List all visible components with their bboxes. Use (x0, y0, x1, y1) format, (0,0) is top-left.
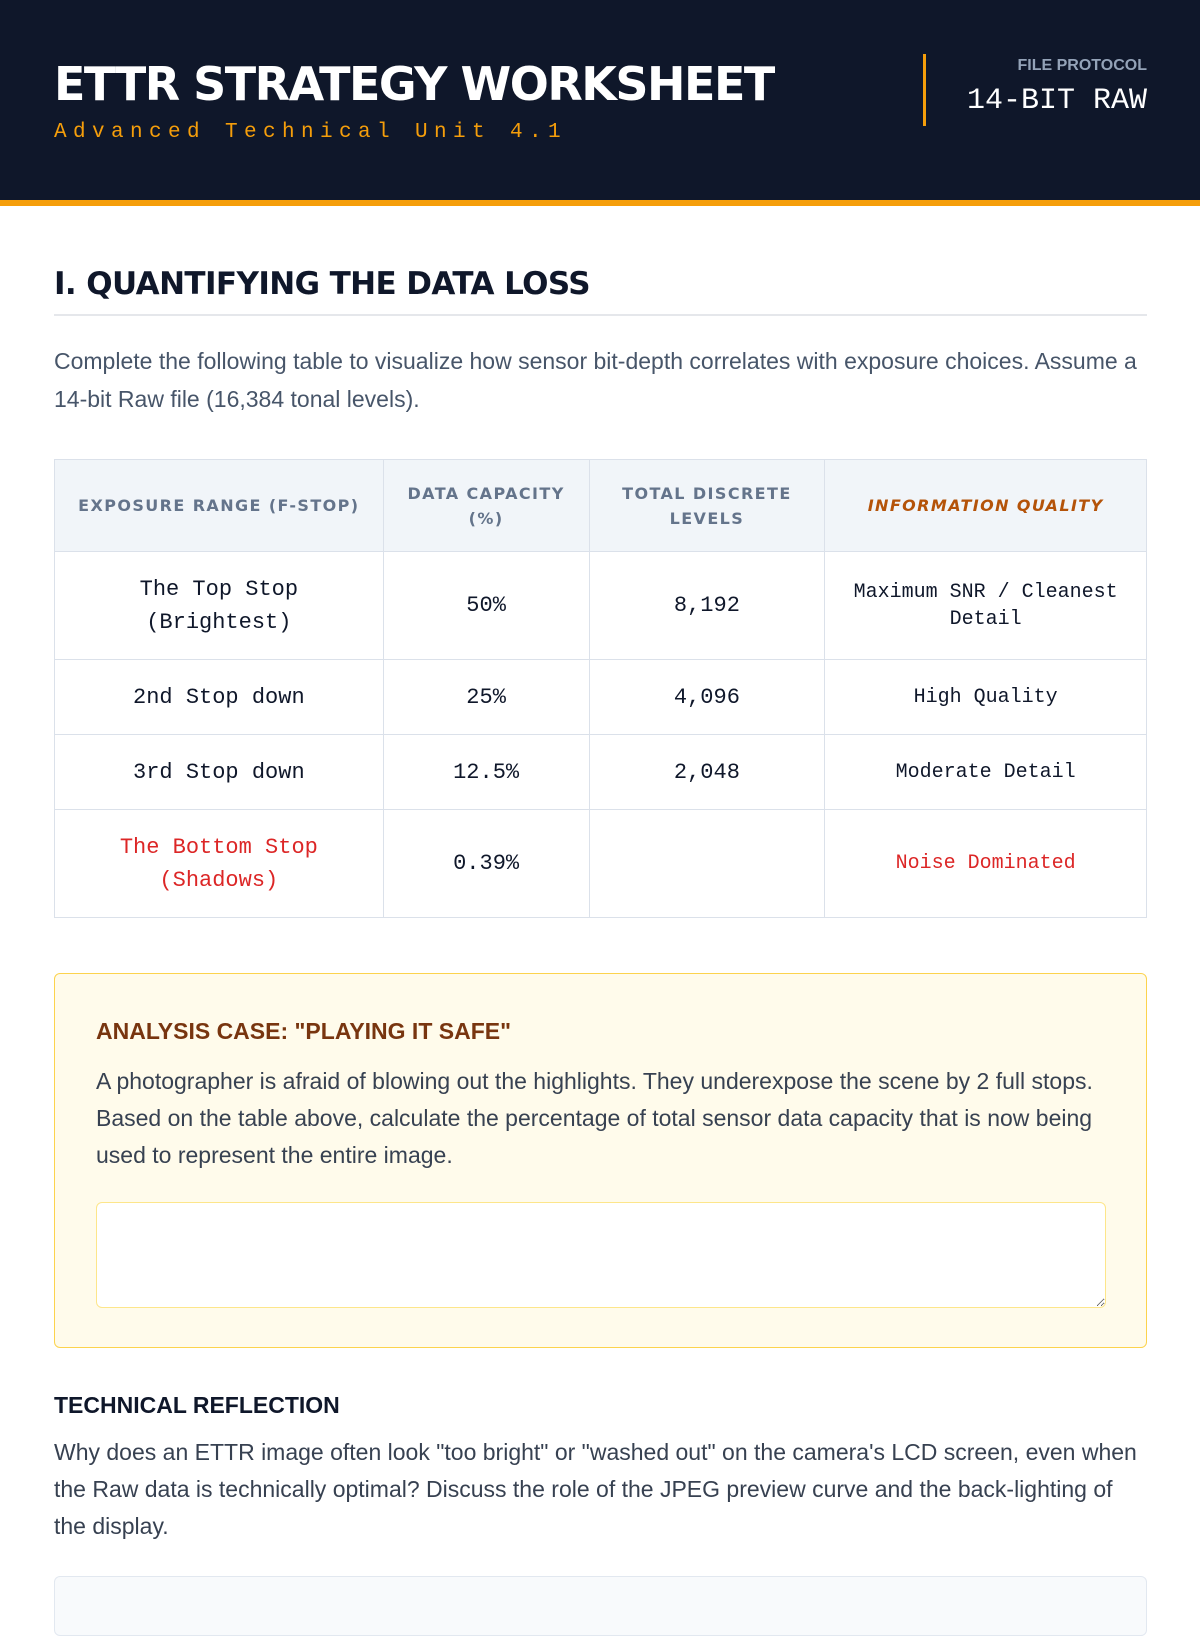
data-loss-table (54, 459, 1147, 918)
column-header-information-quality: INFORMATION QUALITY (825, 460, 1147, 552)
discrete-levels-cell: 2,048 (589, 735, 825, 810)
reflection-text: Why does an ETTR image often look "too bright" or "washed out" on the camera's LCD screen, even when the Raw data is technically optimal? Discuss the role of the JPEG preview curve and the back-lighting of the display. (54, 1439, 1137, 1539)
header-divider (923, 54, 926, 126)
reflection-answer-field[interactable] (54, 1576, 1147, 1636)
column-header-exposure-range: EXPOSURE RANGE (F-STOP) (55, 460, 384, 552)
data-capacity-cell: 25% (383, 660, 589, 735)
table-header-row (55, 460, 1147, 552)
table-row (55, 660, 1147, 735)
exposure-range-cell: 2nd Stop down (55, 660, 384, 735)
worksheet-title: ETTR STRATEGY WORKSHEET (54, 57, 774, 111)
data-capacity-cell: 50% (383, 552, 589, 660)
data-capacity-cell: 12.5% (383, 735, 589, 810)
analysis-case-title: ANALYSIS CASE: "PLAYING IT SAFE" (96, 1018, 512, 1044)
exposure-range-cell: The Top Stop (Brightest) (55, 552, 384, 660)
section-intro: Complete the following table to visualize how sensor bit-depth correlates with exposure choices. Assume a 14-bit Raw file (16,384 tonal levels). (54, 348, 1137, 412)
table-row (55, 552, 1147, 660)
information-quality-cell: Moderate Detail (825, 735, 1147, 810)
worksheet-subtitle: Advanced Technical Unit 4.1 (54, 121, 568, 144)
worksheet-header (0, 0, 1200, 206)
discrete-levels-cell: 4,096 (589, 660, 825, 735)
exposure-range-cell: 3rd Stop down (55, 735, 384, 810)
section-divider (54, 314, 1147, 316)
information-quality-cell: Noise Dominated (825, 810, 1147, 918)
analysis-case-box (54, 973, 1147, 1348)
discrete-levels-cell: 8,192 (589, 552, 825, 660)
analysis-case-text: A photographer is afraid of blowing out the highlights. They underexpose the scene by 2 full stops. Based on the table above, calculate the percentage of total sensor data capacity that is now being used to represent the entire image. (96, 1068, 1093, 1168)
discrete-levels-blank-cell[interactable] (589, 810, 825, 918)
section-title: I. QUANTIFYING THE DATA LOSS (54, 266, 590, 302)
analysis-answer-field[interactable] (96, 1202, 1106, 1308)
file-protocol-label: FILE PROTOCOL (1017, 57, 1147, 74)
column-header-discrete-levels: TOTAL DISCRETE LEVELS (589, 460, 825, 552)
file-protocol-value: 14-BIT RAW (966, 84, 1147, 118)
table-row (55, 735, 1147, 810)
exposure-range-cell: The Bottom Stop (Shadows) (55, 810, 384, 918)
column-header-data-capacity: DATA CAPACITY (%) (383, 460, 589, 552)
information-quality-cell: Maximum SNR / Cleanest Detail (825, 552, 1147, 660)
table-row (55, 810, 1147, 918)
data-capacity-cell: 0.39% (383, 810, 589, 918)
information-quality-cell: High Quality (825, 660, 1147, 735)
reflection-title: TECHNICAL REFLECTION (54, 1392, 340, 1418)
